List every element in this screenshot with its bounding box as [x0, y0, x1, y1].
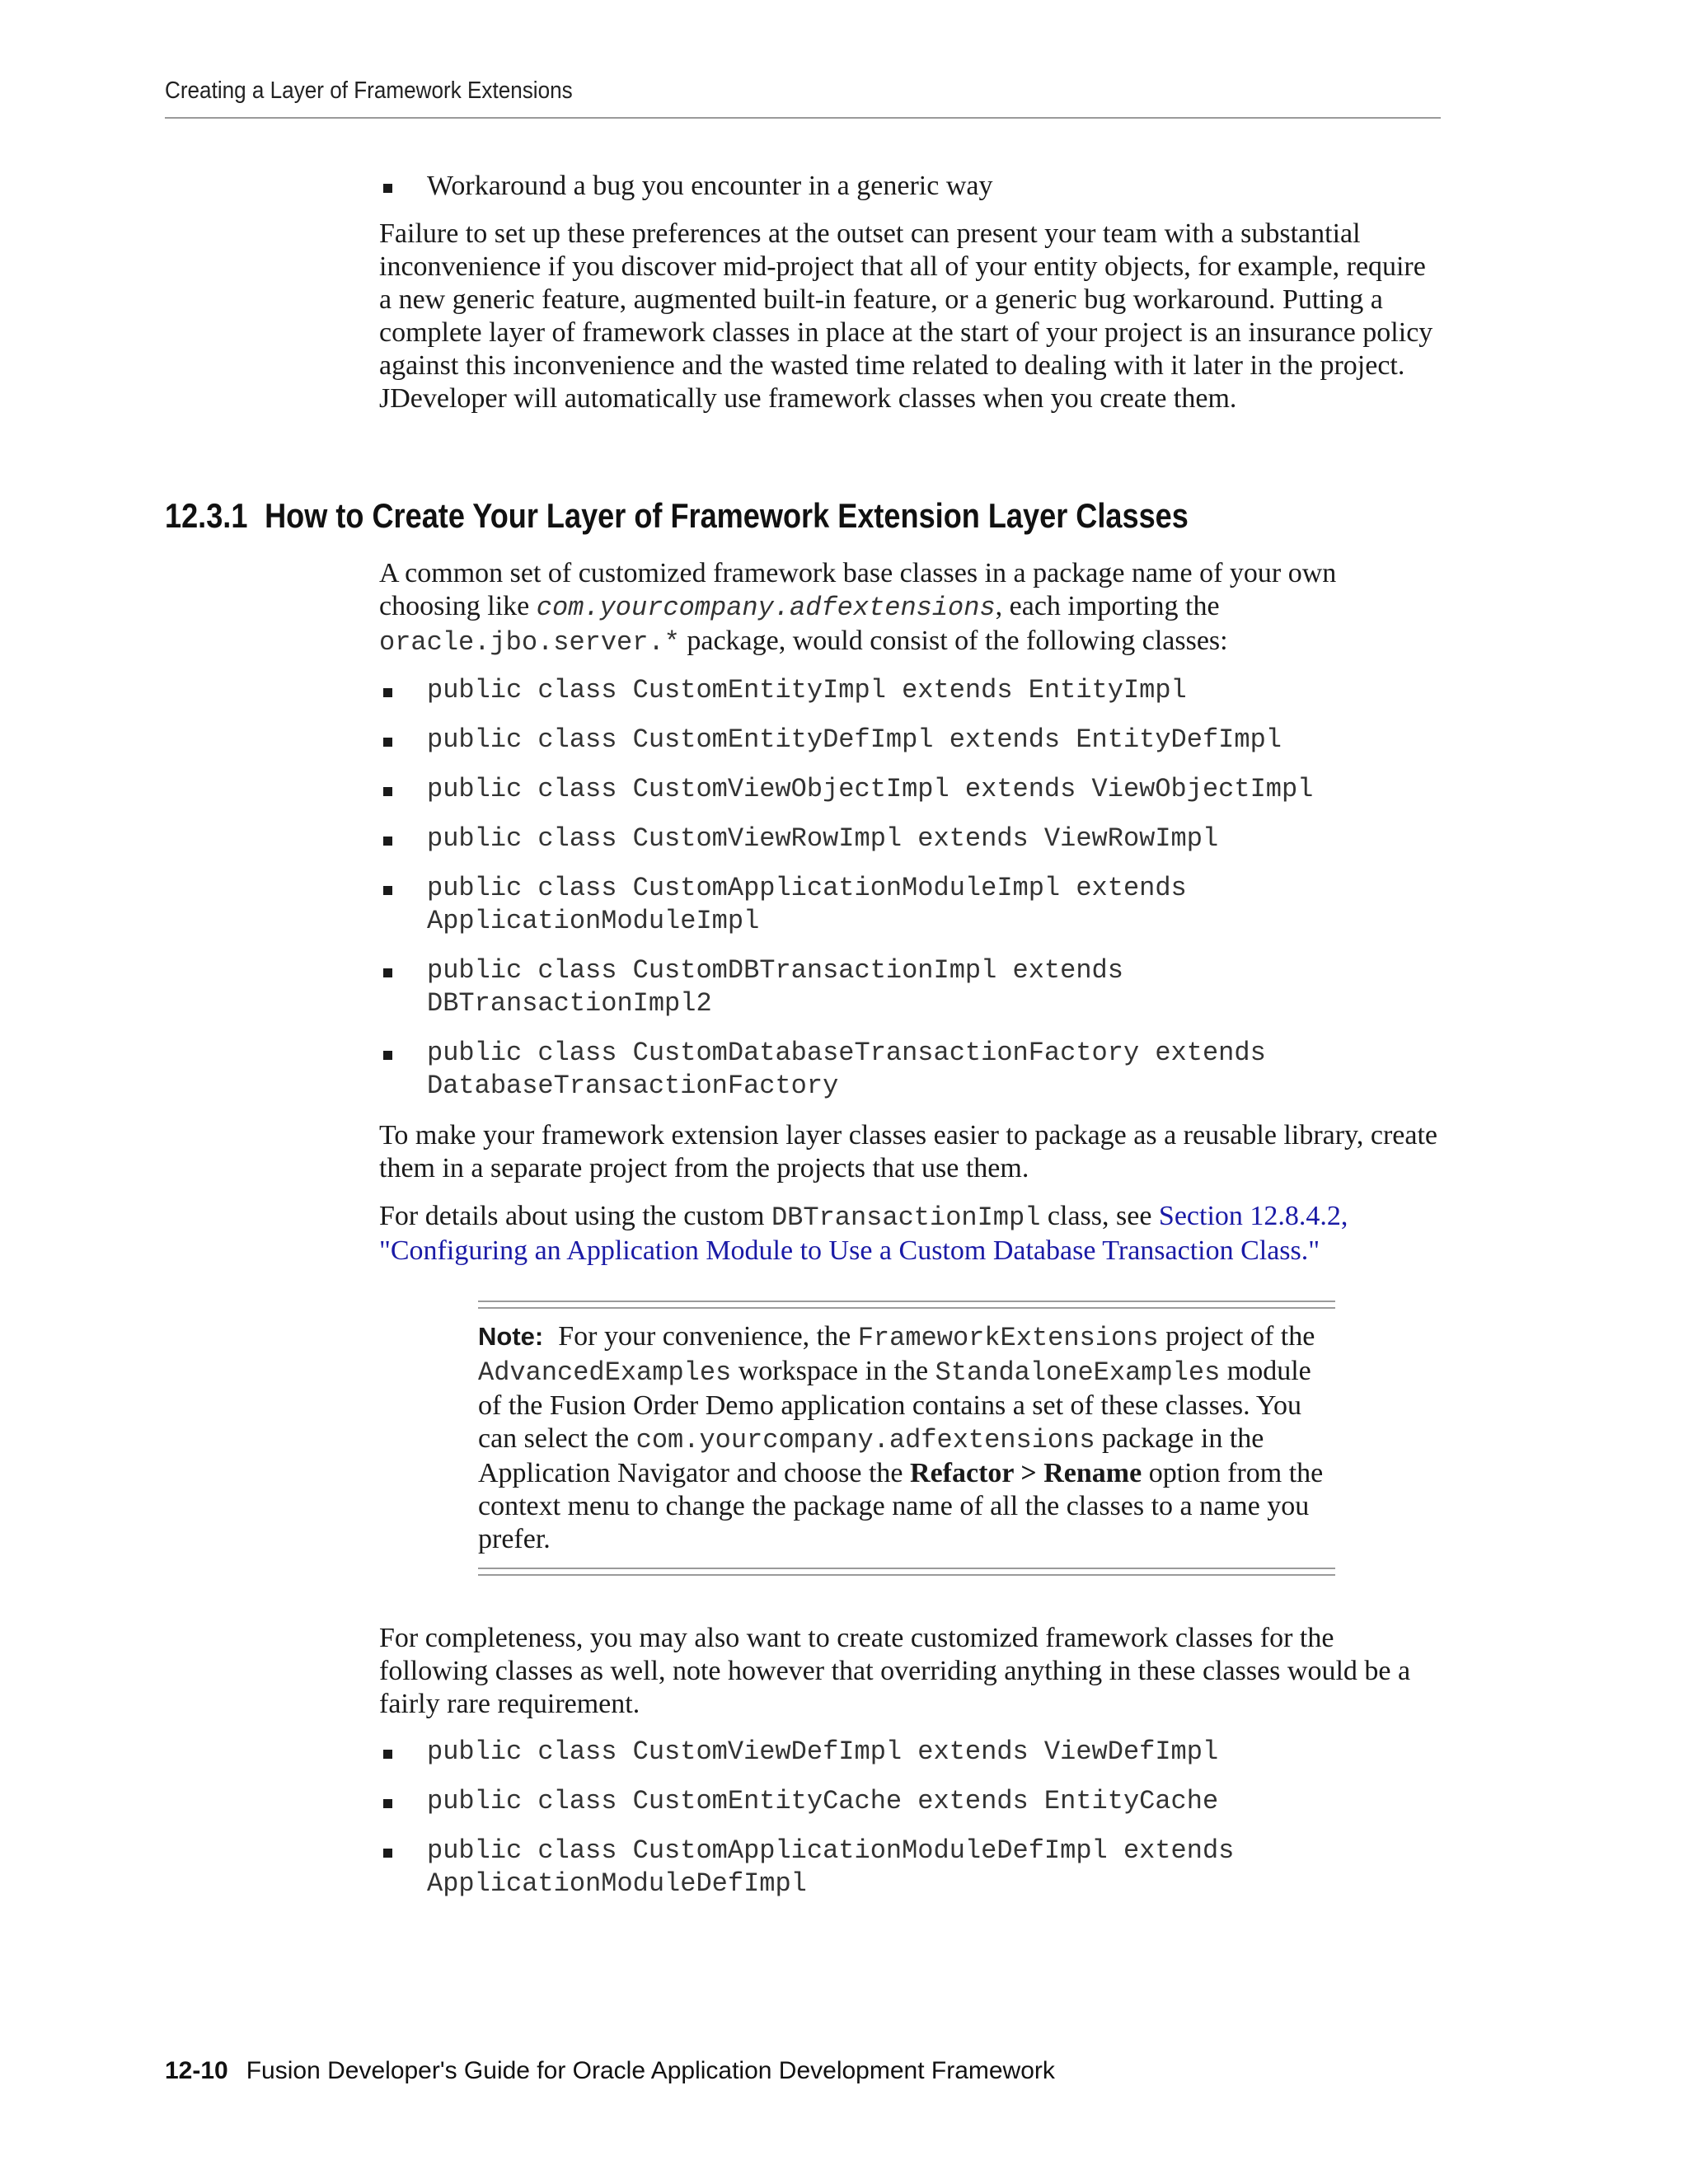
package-name-code: com.yourcompany.adfextensions: [536, 593, 996, 623]
intro-paragraph: Failure to set up these preferences at the outset can present your team with a substantial inconvenience if you discover mid-project that all of your entity objects, for example, require a new generic feature, augmented built-in feature, or a generic bug workaround. Putting a complete layer of framework classes in place at the start of your project is an insurance policy against this inconvenience and the wasted time related to dealing with it later in the project. JDeveloper will automatically use framework classes when you create them.: [379, 218, 1433, 414]
note-label: Note:: [478, 1322, 544, 1351]
note-top-rule: [478, 1301, 1335, 1309]
note-box: [478, 1301, 1335, 1576]
main-content: [379, 170, 1442, 1917]
package-name-code: com.yourcompany.adfextensions: [635, 1425, 1095, 1455]
text-run: class, see: [1040, 1201, 1159, 1231]
running-header: [165, 76, 1441, 119]
workspace-name-code: AdvancedExamples: [478, 1357, 732, 1388]
section-title: How to Create Your Layer of Framework Extension Layer Classes: [265, 496, 1189, 535]
note-body: [478, 1309, 1335, 1568]
running-header-title: Creating a Layer of Framework Extensions: [165, 77, 573, 104]
list-item: public class CustomDBTransactionImpl extends DBTransactionImpl2: [379, 954, 1251, 1020]
text-run: A common set of customized framework base classes in a package name of your own choosing like: [379, 558, 1337, 621]
text-run: module of the Fusion Order Demo application contains a set of these classes. You can select the: [478, 1356, 1311, 1454]
list-item: public class CustomViewDefImpl extends ViewDefImpl: [379, 1736, 1442, 1769]
page-footer: [165, 2057, 1055, 2085]
text-run: workspace in the: [731, 1356, 935, 1386]
packaging-paragraph: To make your framework extension layer classes easier to package as a reusable library, create them in a separate project from the projects that use them.: [379, 1120, 1437, 1183]
intro-bullet-list: [379, 170, 1442, 203]
import-code: oracle.jbo.server.*: [379, 627, 680, 658]
classes-intro-paragraph: [379, 557, 1442, 659]
more-classes-list: [379, 1736, 1442, 1900]
section-12-8-4-2-link[interactable]: Section 12.8.4.2, "Configuring an Application Module to Use a Custom Database Transaction Class.": [379, 1201, 1348, 1266]
text-run: , each importing the: [995, 591, 1220, 621]
note-bottom-rule: [478, 1568, 1335, 1576]
section-number: 12.3.1: [165, 496, 248, 535]
completeness-paragraph: For completeness, you may also want to create customized framework classes for the following classes as well, note however that overriding anything in these classes would be a fairly rare requirement.: [379, 1623, 1411, 1719]
details-paragraph: [379, 1200, 1442, 1268]
module-name-code: StandaloneExamples: [935, 1357, 1221, 1388]
heading-spacer: [379, 415, 1442, 557]
list-item: public class CustomViewRowImpl extends ViewRowImpl: [379, 823, 1442, 855]
text-run: project of the: [1158, 1321, 1315, 1352]
book-title: Fusion Developer's Guide for Oracle Application Development Framework: [246, 2057, 1055, 2084]
classes-list: [379, 674, 1442, 1103]
menu-path: Refactor > Rename: [910, 1458, 1142, 1488]
text-run: option from the context menu to change the package name of all the classes to a name you prefer.: [478, 1458, 1324, 1554]
list-item: public class CustomEntityCache extends EntityCache: [379, 1785, 1442, 1818]
list-item: public class CustomEntityImpl extends EntityImpl: [379, 674, 1442, 707]
list-item: public class CustomViewObjectImpl extends ViewObjectImpl: [379, 773, 1442, 806]
list-item: public class CustomApplicationModuleImpl extends ApplicationModuleImpl: [379, 872, 1284, 938]
text-run: For details about using the custom: [379, 1201, 771, 1231]
class-name-code: DBTransactionImpl: [771, 1202, 1041, 1233]
text-run: package, would consist of the following classes:: [679, 626, 1228, 656]
page-number: 12-10: [165, 2057, 228, 2084]
list-item: Workaround a bug you encounter in a generic way: [379, 170, 1442, 203]
text-run: For your convenience, the: [558, 1321, 858, 1352]
project-name-code: FrameworkExtensions: [857, 1323, 1159, 1353]
text-run: package in the Application Navigator and choose the: [478, 1423, 1264, 1488]
list-item: public class CustomEntityDefImpl extends EntityDefImpl: [379, 724, 1442, 757]
list-item: public class CustomDatabaseTransactionFactory extends DatabaseTransactionFactory: [379, 1037, 1350, 1103]
list-item: public class CustomApplicationModuleDefImpl extends ApplicationModuleDefImpl: [379, 1835, 1317, 1900]
